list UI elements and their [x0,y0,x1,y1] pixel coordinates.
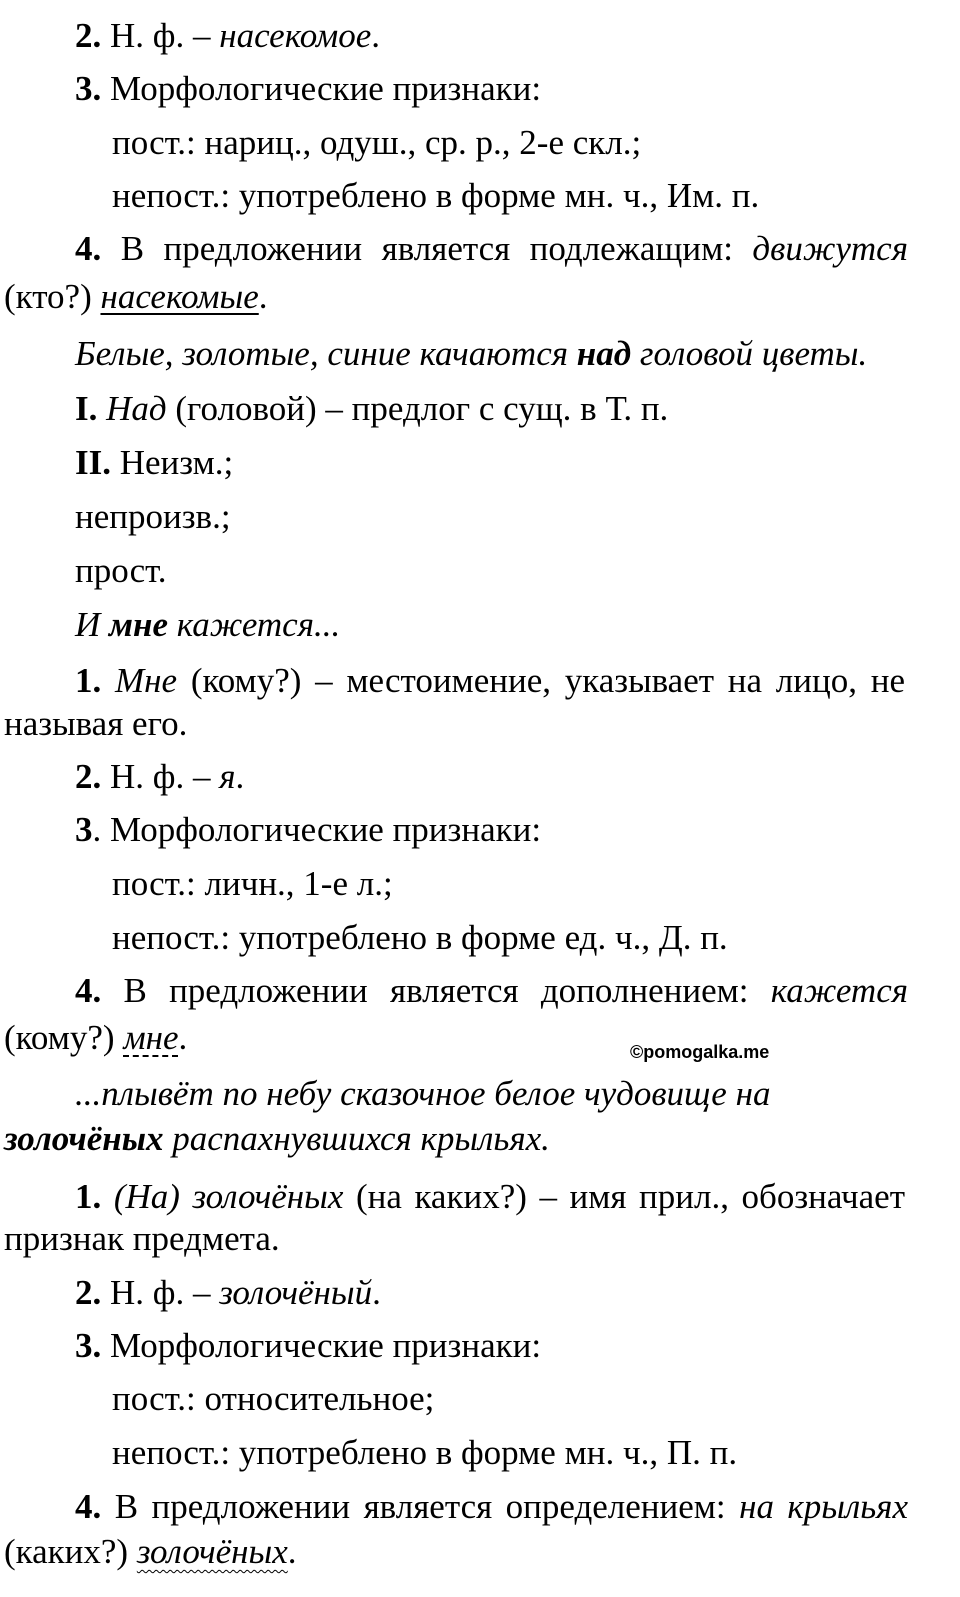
punctuation: . [258,277,268,316]
example-sentence-cont [4,1119,550,1159]
item-number: 3 [75,810,93,849]
analysis-subline: непост.: употреблено в форме мн. ч., П. п. [112,1433,738,1472]
item-number: II. [75,443,111,482]
example-sentence [75,1074,770,1114]
punctuation: . [371,16,381,55]
italic-word: насекомое [219,16,372,55]
example-sentence [75,605,340,645]
line-text: Н. ф. – [101,16,220,55]
target-word: золочёных [4,1119,164,1158]
analysis-subline: пост.: относительное; [112,1379,435,1418]
analysis-line-cont [4,277,268,317]
analysis-subline: пост.: личн., 1-е л.; [112,864,393,903]
italic-word: (На) золочёных [113,1177,344,1216]
italic-word: я [219,757,236,796]
line-text: (кто?) [4,277,101,316]
line-text: В предложении является определением: [101,1487,740,1526]
italic-word: на крыльях [739,1487,908,1526]
item-number: 4. [75,1487,102,1526]
sentence-part: кажется... [167,605,341,644]
line-text: (головой) – предлог с сущ. в Т. п. [166,389,669,428]
line-text: Неизм.; [111,443,234,482]
sentence-part: головой цветы. [631,334,868,373]
analysis-line: прост. [75,551,167,590]
attribute-underlined: золочёных [136,1532,288,1571]
analysis-subline: пост.: нариц., одуш., ср. р., 2-е скл.; [112,123,642,162]
analysis-line [75,69,541,109]
italic-word: движутся [752,229,908,268]
analysis-line [75,443,233,483]
line-text: Морфологические признаки: [101,69,542,108]
punctuation: . [235,757,245,796]
line-text: (каких?) [4,1532,137,1571]
item-number: 2. [75,1273,102,1312]
object-underlined: мне [123,1018,179,1057]
line-text: (на каких?) – имя прил., обозначает [343,1177,905,1216]
punctuation: . [287,1532,297,1571]
analysis-line [75,661,905,701]
analysis-line-cont [4,1018,187,1058]
item-number: 3. [75,69,102,108]
example-sentence [75,334,867,374]
sentence-part: И [75,605,110,644]
line-text: (кому?) [4,1018,124,1057]
italic-word: Над [106,389,167,428]
analysis-line [75,1487,908,1527]
analysis-subline: непост.: употреблено в форме мн. ч., Им. п. [112,176,760,215]
sentence-part: ...плывёт по небу сказочное белое чудовище на [75,1074,771,1113]
analysis-subline: непост.: употреблено в форме ед. ч., Д. п. [112,918,728,957]
analysis-line [75,389,668,429]
line-text: Н. ф. – [101,757,220,796]
target-word: над [576,334,632,373]
sentence-part: Белые, золотые, синие качаются [75,334,577,373]
item-number: 3. [75,1326,102,1365]
item-number: I. [75,389,98,428]
sentence-part: распахнувшихся крыльях. [163,1119,550,1158]
line-text: . Морфологические признаки: [92,810,542,849]
punctuation: . [372,1273,381,1312]
analysis-line [75,1273,381,1313]
item-number: 1. [75,1177,102,1216]
analysis-line [75,810,541,850]
italic-word: золочёный [219,1273,373,1312]
punctuation: . [178,1018,188,1057]
analysis-line-cont: признак предмета. [4,1219,280,1258]
line-text: Н. ф. – [101,1273,220,1312]
analysis-line [75,16,380,56]
analysis-line: непроизв.; [75,497,231,536]
target-word: мне [109,605,168,644]
subject-underlined: насекомые [100,277,259,316]
analysis-line [75,971,908,1011]
line-text: В предложении является подлежащим: [101,229,753,268]
italic-word: Мне [115,661,178,700]
analysis-line-cont: называя его. [4,704,188,743]
item-number: 4. [75,229,102,268]
analysis-line [75,1326,541,1366]
item-number: 2. [75,757,102,796]
analysis-line [75,757,244,797]
item-number: 1. [75,661,102,700]
analysis-line [75,229,908,269]
item-number: 2. [75,16,102,55]
analysis-line [75,1177,905,1217]
item-number: 4. [75,971,102,1010]
watermark: ©pomogalka.me [630,1042,770,1062]
line-text: В предложении является дополнением: [101,971,771,1010]
analysis-line-cont [4,1532,297,1572]
line-text: Морфологические признаки: [101,1326,542,1365]
line-text: (кому?) – местоимение, указывает на лицо, не [177,661,906,700]
italic-word: кажется [770,971,908,1010]
